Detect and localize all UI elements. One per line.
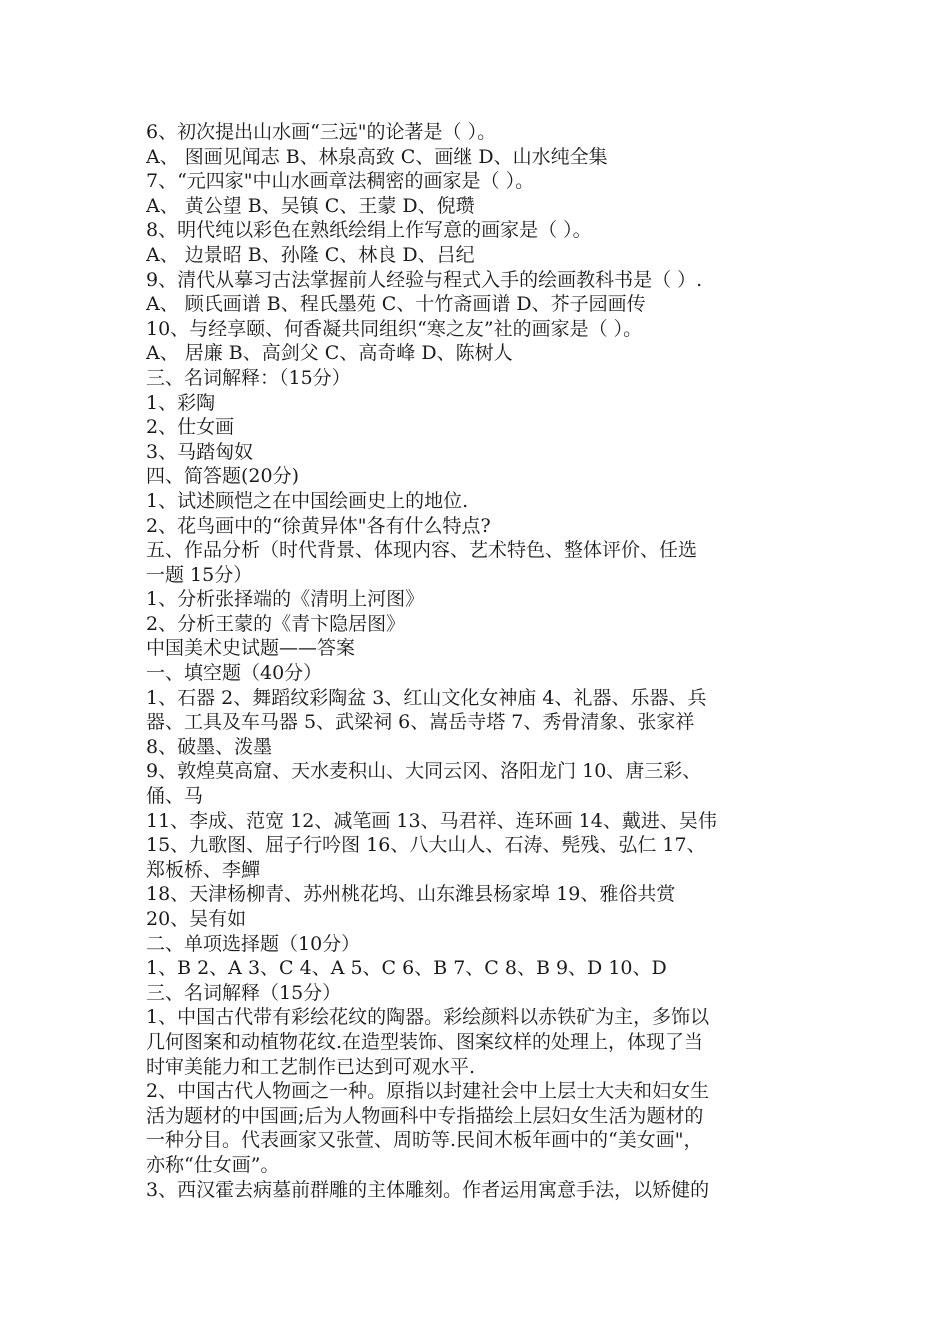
text-line: 1、B 2、A 3、C 4、A 5、C 6、B 7、C 8、B 9、D 10、D bbox=[146, 957, 667, 980]
text-line: 7、“元四家"中山水画章法稠密的画家是（ ）。 bbox=[146, 170, 535, 193]
text-line: 时审美能力和工艺制作已达到可观水平. bbox=[146, 1055, 476, 1078]
text-line: 几何图案和动植物花纹.在造型装饰、图案纹样的处理上，体现了当 bbox=[146, 1030, 704, 1053]
text-line: 8、破墨、泼墨 bbox=[146, 735, 273, 758]
text-line: 四、简答题(20分) bbox=[146, 465, 300, 488]
text-line: 二、单项选择题（10分） bbox=[146, 932, 361, 955]
text-line: 3、马踏匈奴 bbox=[146, 440, 254, 463]
text-line: 2、分析王蒙的《青卞隐居图》 bbox=[146, 612, 406, 635]
text-line: 亦称“仕女画”。 bbox=[146, 1153, 280, 1176]
document-body bbox=[146, 120, 814, 1202]
text-line: 15、九歌图、屈子行吟图 16、八大山人、石涛、髡残、弘仁 17、 bbox=[146, 834, 706, 857]
text-line: 1、分析张择端的《清明上河图》 bbox=[146, 588, 425, 611]
text-line: A、 顾氏画谱 B、程氏墨苑 C、十竹斋画谱 D、芥子园画传 bbox=[146, 293, 646, 316]
text-line: 俑、马 bbox=[146, 785, 204, 808]
text-line: A、 居廉 B、高剑父 C、高奇峰 D、陈树人 bbox=[146, 342, 513, 365]
text-line: 1、彩陶 bbox=[146, 391, 216, 414]
text-line: 中国美术史试题——答案 bbox=[146, 637, 356, 660]
text-line: 一题 15分） bbox=[146, 563, 253, 586]
text-line: 20、吴有如 bbox=[146, 908, 247, 930]
text-line: 2、花鸟画中的“徐黄异体"各有什么特点? bbox=[146, 514, 491, 537]
text-line: 五、作品分析（时代背景、体现内容、艺术特色、整体评价、任选 bbox=[146, 539, 698, 562]
text-line: 2、仕女画 bbox=[146, 416, 235, 439]
text-line: 1、试述顾恺之在中国绘画史上的地位. bbox=[146, 489, 469, 512]
text-line: 1、中国古代带有彩绘花纹的陶器。彩绘颜料以赤铁矿为主，多饰以 bbox=[146, 1006, 710, 1029]
text-line: 11、李成、范宽 12、减笔画 13、马君祥、连环画 14、戴进、吴伟 bbox=[146, 809, 717, 832]
text-line: A、 图画见闻志 B、林泉高致 C、画继 D、山水纯全集 bbox=[146, 145, 608, 168]
text-line: 18、天津杨柳青、苏州桃花坞、山东潍县杨家埠 19、雅俗共赏 bbox=[146, 883, 676, 906]
text-line: 活为题材的中国画;后为人物画科中专指描绘上层妇女生活为题材的 bbox=[146, 1104, 704, 1127]
text-line: 器、工具及车马器 5、武梁祠 6、嵩岳寺塔 7、秀骨清象、张家祥 bbox=[146, 711, 695, 734]
text-line: 2、中国古代人物画之一种。原指以封建社会中上层士大夫和妇女生 bbox=[146, 1080, 710, 1103]
text-line: 9、清代从摹习古法掌握前人经验与程式入手的绘画教科书是（ ）. bbox=[146, 268, 703, 291]
text-line: 三、名词解释：（15分） bbox=[146, 366, 351, 389]
text-line: A、 边景昭 B、孙隆 C、林良 D、吕纪 bbox=[146, 243, 475, 266]
text-line: 3、西汉霍去病墓前群雕的主体雕刻。作者运用寓意手法，以矫健的 bbox=[146, 1178, 710, 1201]
text-line: 8、明代纯以彩色在熟纸绘绢上作写意的画家是（ ）。 bbox=[146, 219, 592, 242]
text-line: 1、石器 2、舞蹈纹彩陶盆 3、红山文化女神庙 4、礼器、乐器、兵 bbox=[146, 686, 707, 709]
text-line: 一种分目。代表画家又张萱、周昉等.民间木板年画中的“美女画"， bbox=[146, 1129, 703, 1152]
text-line: 6、初次提出山水画“三远"的论著是（ ）。 bbox=[146, 121, 497, 143]
text-line: 郑板桥、李鱓 bbox=[146, 858, 261, 881]
text-line: 9、敦煌莫高窟、天水麦积山、大同云冈、洛阳龙门 10、唐三彩、 bbox=[146, 760, 702, 783]
text-line: 三、名词解释（15分） bbox=[146, 981, 342, 1004]
text-line: A、 黄公望 B、吴镇 C、王蒙 D、倪瓒 bbox=[146, 194, 475, 217]
text-line: 一、填空题（40分） bbox=[146, 662, 323, 685]
text-line: 10、与经享颐、何香凝共同组织“寒之友”社的画家是（ ）。 bbox=[146, 317, 643, 340]
